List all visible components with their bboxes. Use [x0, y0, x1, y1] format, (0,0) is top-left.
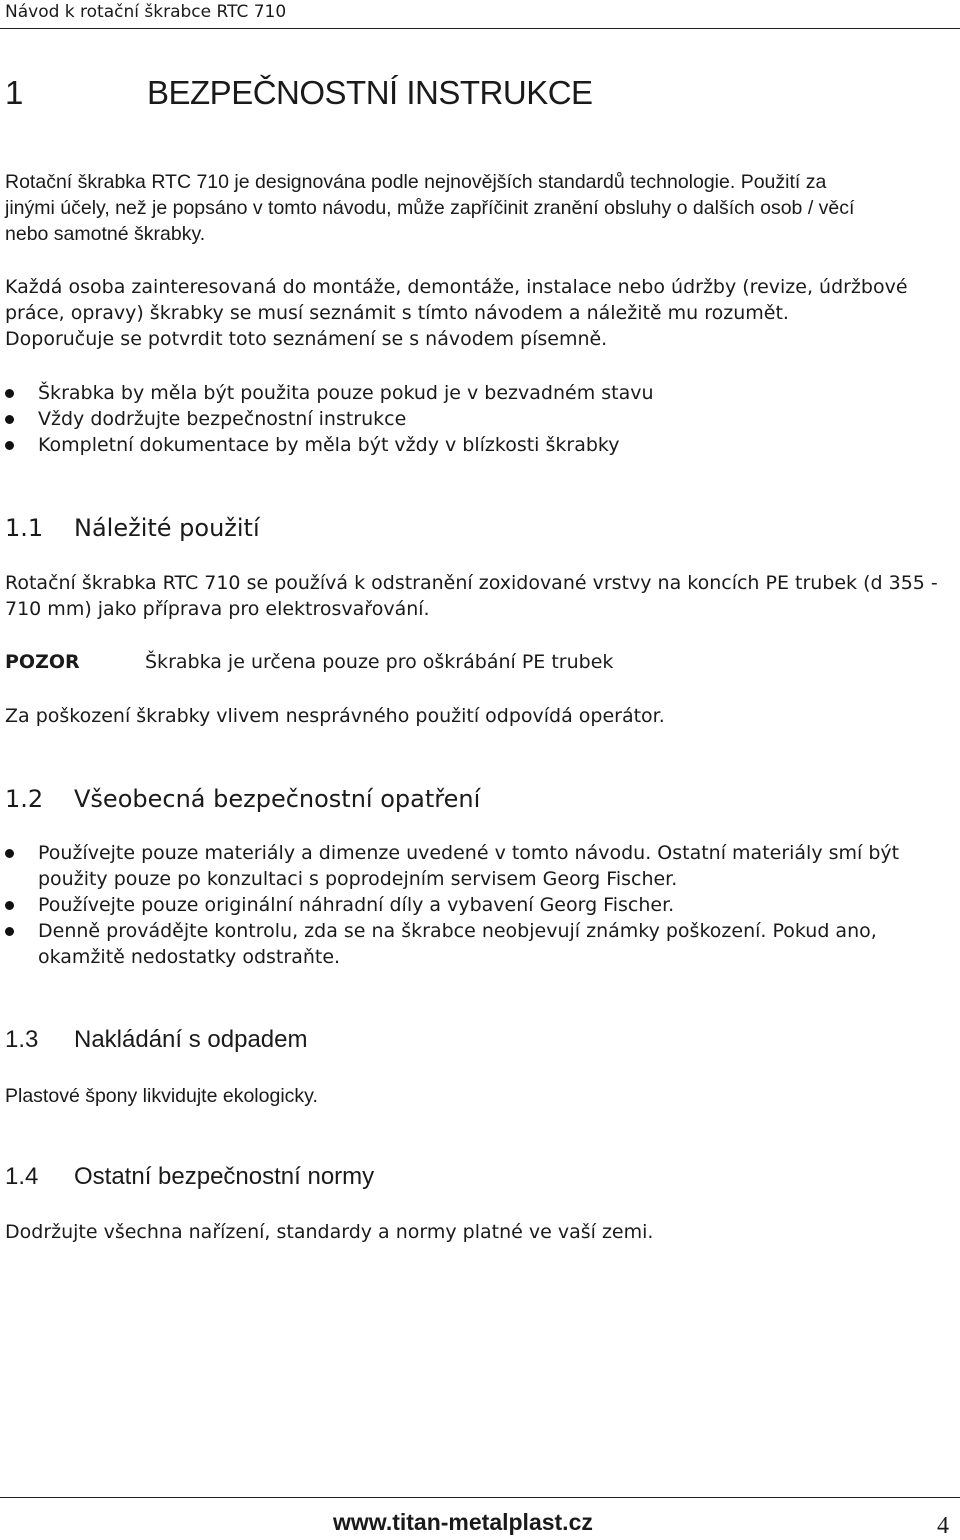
section-1-1-number: 1.1 — [5, 514, 44, 542]
header-divider — [0, 28, 960, 29]
section-1-heading — [5, 74, 593, 112]
section-1-title: BEZPEČNOSTNÍ INSTRUKCE — [147, 74, 593, 111]
bullet-icon — [5, 901, 14, 910]
warning-text: Škrabka je určena pouze pro oškrábání PE trubek — [145, 651, 614, 673]
section-1-4-title: Ostatní bezpečnostní normy — [74, 1163, 375, 1190]
warning-row — [5, 649, 613, 675]
section-1-3-body: Plastové špony likvidujte ekologicky. — [5, 1085, 318, 1107]
bullet-icon — [5, 415, 14, 424]
section-1-number: 1 — [5, 74, 23, 111]
section-1-intro — [5, 169, 955, 247]
section-1-paragraph-2 — [5, 274, 955, 352]
list-item — [5, 406, 955, 432]
list-item-text: Kompletní dokumentace by měla být vždy v blízkosti škrabky — [38, 434, 620, 456]
section-1-bullet-list — [5, 380, 955, 458]
section-1-4-heading — [5, 1163, 374, 1191]
list-item — [5, 432, 955, 458]
section-1-2-bullet-list — [5, 840, 955, 970]
list-item-line: Používejte pouze originální náhradní díly a vybavení Georg Fischer. — [38, 894, 675, 916]
list-item-line: Používejte pouze materiály a dimenze uvedené v tomto návodu. Ostatní materiály smí být — [38, 842, 900, 864]
list-item — [5, 380, 955, 406]
paragraph-line: 710 mm) jako příprava pro elektrosvařování. — [5, 598, 430, 620]
footer-divider — [0, 1497, 960, 1498]
list-item-line: použity pouze po konzultaci s poprodejním servisem Georg Fischer. — [38, 868, 678, 890]
section-1-4-number: 1.4 — [5, 1163, 39, 1190]
section-1-2-title: Všeobecná bezpečnostní opatření — [74, 785, 481, 813]
list-item-text: Vždy dodržujte bezpečnostní instrukce — [38, 408, 407, 430]
list-item — [5, 840, 955, 892]
warning-label: POZOR — [5, 651, 80, 673]
bullet-icon — [5, 849, 14, 858]
section-1-2-number: 1.2 — [5, 785, 44, 813]
section-1-3-title: Nakládání s odpadem — [74, 1026, 308, 1053]
section-1-4-body: Dodržujte všechna nařízení, standardy a normy platné ve vaší zemi. — [5, 1221, 654, 1243]
page-number: 4 — [937, 1513, 949, 1539]
paragraph-line: Doporučuje se potvrdit toto seznámení se s návodem písemně. — [5, 328, 608, 350]
paragraph-line: Rotační škrabka RTC 710 se používá k odstranění zoxidované vrstvy na koncích PE trubek (d 355 - — [5, 572, 938, 594]
intro-line: nebo samotné škrabky. — [5, 223, 206, 245]
liability-note: Za poškození škrabky vlivem nesprávného použití odpovídá operátor. — [5, 705, 665, 727]
section-1-2-heading — [5, 785, 480, 813]
section-1-1-title: Náležité použití — [74, 514, 260, 542]
list-item-text: Škrabka by měla být použita pouze pokud je v bezvadném stavu — [38, 382, 654, 404]
list-item-line: Denně provádějte kontrolu, zda se na škrabce neobjevují známky poškození. Pokud ano, — [38, 920, 877, 942]
bullet-icon — [5, 389, 14, 398]
list-item — [5, 918, 955, 970]
intro-line: Rotační škrabka RTC 710 je designována podle nejnovějších standardů technologie. Použití za — [5, 171, 827, 193]
section-1-3-heading — [5, 1026, 307, 1054]
bullet-icon — [5, 927, 14, 936]
intro-line: jinými účely, než je popsáno v tomto návodu, může zapříčinit zranění obsluhy o dalších osob / věcí — [5, 197, 855, 219]
section-1-1-heading — [5, 514, 260, 542]
list-item — [5, 892, 955, 918]
paragraph-line: práce, opravy) škrabky se musí seznámit s tímto návodem a náležitě mu rozumět. — [5, 302, 789, 324]
section-1-1-body — [5, 570, 955, 622]
section-1-3-number: 1.3 — [5, 1026, 39, 1053]
list-item-line: okamžitě nedostatky odstraňte. — [38, 946, 341, 968]
footer-website-link[interactable]: www.titan-metalplast.cz — [333, 1509, 593, 1535]
page-header-title: Návod k rotační škrabce RTC 710 — [5, 2, 287, 22]
paragraph-line: Každá osoba zainteresovaná do montáže, demontáže, instalace nebo údržby (revize, údržbové — [5, 276, 908, 298]
bullet-icon — [5, 441, 14, 450]
